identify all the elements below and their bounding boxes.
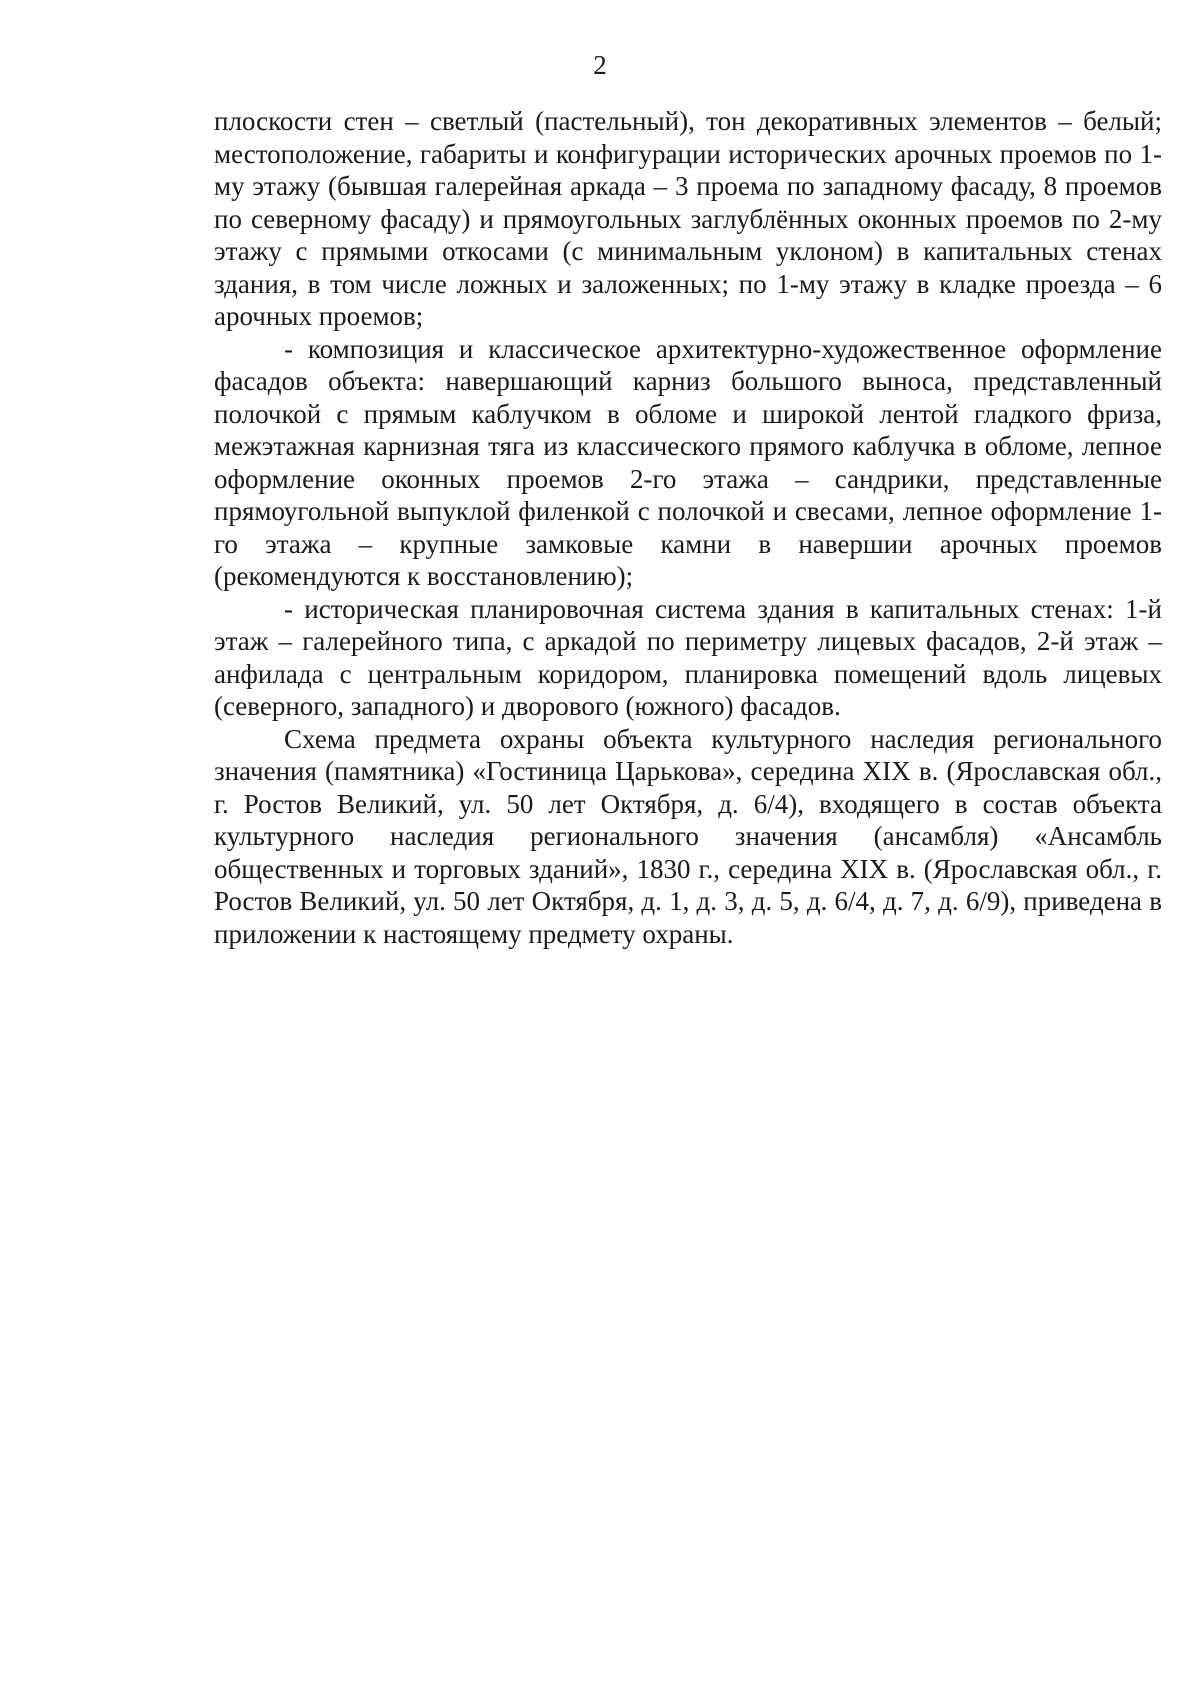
paragraph-continuation: плоскости стен – светлый (пастельный), тон декоративных элементов – белый; местоположение, габариты и конфигурации исторических арочных проемов по 1-му этажу (бывшая галерейная аркада – 3 проема по западному фасаду, 8 проемов по северному фасаду) и прямоугольных заглублённых оконных проемов по 2-му этажу с прямыми откосами (с минимальным уклоном) в капитальных стенах здания, в том числе ложных и заложенных; по 1-му этажу в кладке проезда – 6 арочных проемов; [214, 106, 1162, 331]
paragraph-planning-system: - историческая планировочная система здания в капитальных стенах: 1-й этаж – галерейного типа, с аркадой по периметру лицевых фасадов, 2-й этаж – анфилада с центральным коридором, планировка помещений вдоль лицевых (северного, западного) и дворового (южного) фасадов. [214, 593, 1162, 721]
paragraph-composition: - композиция и классическое архитектурно-художественное оформление фасадов объекта: навершающий карниз большого выноса, представленный полочкой с прямым каблучком в обломе и широкой лентой гладкого фриза, межэтажная карнизная тяга из классического прямого каблучка в обломе, лепное оформление оконных проемов 2-го этажа – сандрики, представленные прямоугольной выпуклой филенкой с полочкой и свесами, лепное оформление 1-го этажа – крупные замковые камни в навершии арочных проемов (рекомендуются к восстановлению); [214, 333, 1162, 591]
document-body [214, 105, 1162, 950]
page-number: 2 [593, 50, 607, 80]
paragraph-scheme-reference: Схема предмета охраны объекта культурного наследия регионального значения (памятника) «Гостиница Царькова», середина XIX в. (Ярославская обл., г. Ростов Великий, ул. 50 лет Октября, д. 6/4), входящего в состав объекта культурного наследия регионального значения (ансамбля) «Ансамбль общественных и торговых зданий», 1830 г., середина XIX в. (Ярославская обл., г. Ростов Великий, ул. 50 лет Октября, д. 1, д. 3, д. 5, д. 6/4, д. 7, д. 6/9), приведена в приложении к настоящему предмету охраны. [214, 723, 1162, 949]
